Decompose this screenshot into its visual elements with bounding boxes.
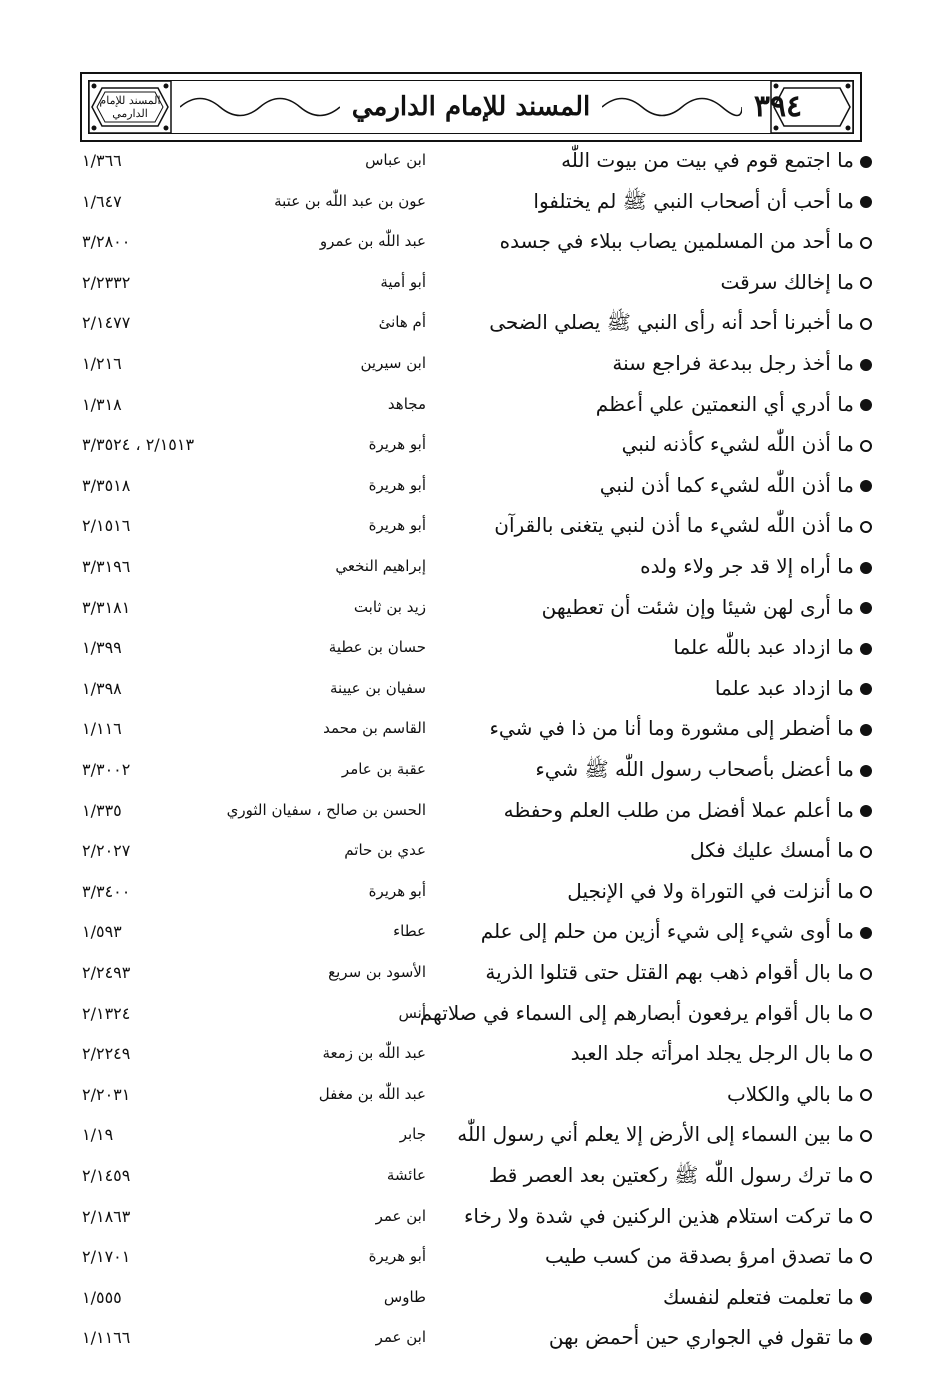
entry-text-label: ما أراه إلا قد جر ولاء ولده — [640, 554, 854, 578]
entry-narrator: أبو هريرة — [368, 516, 426, 535]
entry-narrator: عبد اللّٰه بن عمرو — [319, 232, 426, 251]
header-scroll-right-decoration — [602, 90, 742, 124]
entry-text — [442, 432, 872, 456]
entry-text-label: ما أخبرنا أحد أنه رأى النبي ﷺ يصلي الضحى — [489, 310, 854, 335]
entry-text — [442, 879, 872, 903]
entry-narrator: ابن عمر — [375, 1206, 426, 1225]
entry-narrator: أبو هريرة — [368, 435, 426, 454]
entry-text — [442, 148, 872, 172]
entry-text — [442, 676, 872, 700]
header-scroll-left-decoration — [180, 90, 340, 124]
index-entry — [0, 712, 936, 752]
bullet-icon — [860, 196, 872, 208]
entry-text-label: ما تعلمت فتعلم لنفسك — [662, 1284, 854, 1309]
emblem-text: المسند للإمام الدارمي — [99, 94, 161, 120]
entry-reference: ١/٣٩٩ — [82, 638, 122, 658]
page-header — [80, 72, 862, 142]
bullet-icon — [860, 1089, 872, 1101]
entry-text — [419, 1000, 872, 1025]
entry-text — [442, 1204, 872, 1228]
entry-reference: ١/١١٦ — [82, 719, 122, 739]
index-entry — [0, 1240, 936, 1280]
bullet-icon — [860, 318, 872, 330]
entry-narrator: عطاء — [393, 922, 426, 941]
bullet-icon — [860, 1130, 872, 1142]
entry-reference: ٣/٣١٩٦ — [82, 557, 131, 576]
entry-text — [442, 1122, 872, 1146]
entry-text-label: ما تصدق امرؤ بصدقة من كسب طيب — [544, 1244, 854, 1269]
entry-reference: ١/٦٤٧ — [82, 191, 122, 211]
index-entry — [0, 753, 936, 793]
entry-text-label: ما أخذ رجل ببدعة فراجع سنة — [612, 351, 854, 375]
entry-reference: ٢/١٨٦٣ — [82, 1206, 131, 1226]
bullet-icon — [860, 724, 872, 736]
entry-narrator: أبو هريرة — [368, 1247, 426, 1266]
index-entry — [0, 185, 936, 225]
index-entry — [0, 428, 936, 468]
entry-text — [442, 595, 872, 619]
entry-text-label: ما بين السماء إلى الأرض إلا يعلم أني رسول اللّٰه — [457, 1122, 854, 1147]
bullet-icon — [860, 156, 872, 168]
index-entry — [0, 794, 936, 834]
entry-text-label: ما بال أقوام ذهب بهم القتل حتى قتلوا الذرية — [485, 960, 854, 984]
entry-text-label: ما بال الرجل يجلد امرأته جلد العبد — [570, 1041, 854, 1066]
entry-reference: ٢/١٥١٣ ، ٣/٣٥٢٤ — [82, 435, 195, 455]
bullet-icon — [860, 683, 872, 695]
index-entry — [0, 225, 936, 265]
index-entry — [0, 1078, 936, 1118]
entry-narrator: ابن عباس — [365, 151, 426, 169]
entry-reference: ١/١٩ — [82, 1125, 114, 1145]
index-entry — [0, 347, 936, 387]
entry-narrator: الأسود بن سريع — [328, 963, 426, 981]
entry-narrator: زيد بن ثابت — [353, 597, 426, 616]
bullet-icon — [860, 521, 872, 533]
entry-narrator: الحسن بن صالح ، سفيان الثوري — [226, 800, 426, 819]
bullet-icon — [860, 1292, 872, 1304]
entry-reference: ٢/٢٠٣١ — [82, 1084, 131, 1104]
index-entry — [0, 631, 936, 671]
entry-reference: ٢/١٤٥٩ — [82, 1166, 131, 1185]
bullet-icon — [860, 968, 872, 980]
entry-narrator: عبد اللّٰه بن زمعة — [322, 1044, 426, 1063]
bullet-icon — [860, 399, 872, 411]
entry-text — [442, 1244, 872, 1268]
entry-text-label: ما إخالك سرقت — [720, 269, 854, 294]
index-entry — [0, 1281, 936, 1321]
entry-text — [442, 960, 872, 984]
bullet-icon — [860, 765, 872, 777]
entry-text-label: ما أرى لهن شيئا وإن شئت أن تعطيهن — [541, 594, 854, 619]
entry-text-label: ما أحد من المسلمين يصاب ببلاء في جسده — [499, 229, 854, 254]
entry-text — [442, 1285, 872, 1309]
entry-text — [442, 270, 872, 294]
bullet-icon — [860, 602, 872, 614]
bullet-icon — [860, 886, 872, 898]
bullet-icon — [860, 480, 872, 492]
bullet-icon — [860, 805, 872, 817]
entry-narrator: عقبة بن عامر — [341, 760, 426, 778]
entry-reference: ٢/٢٢٤٩ — [82, 1044, 131, 1064]
entry-text — [442, 1325, 872, 1349]
entry-text-label: ما أذن اللّٰه لشيء ما أذن لنبي يتغنى بالقرآن — [494, 513, 854, 538]
entry-text — [442, 1082, 872, 1106]
index-entry — [0, 509, 936, 549]
entry-text-label: ما اجتمع قوم في بيت من بيوت اللّٰه — [561, 148, 854, 172]
bullet-icon — [860, 1008, 872, 1020]
entry-narrator: عبد اللّٰه بن مغفل — [318, 1084, 426, 1103]
page-number: ٣٩٤ — [753, 89, 803, 124]
index-entry — [0, 469, 936, 509]
index-entry — [0, 306, 936, 346]
entry-text — [442, 310, 872, 339]
index-entry — [0, 1037, 936, 1077]
entry-text — [442, 229, 872, 253]
entry-text-label: ما أمسك عليك فكل — [689, 838, 854, 863]
entry-reference: ٢/٢٠٢٧ — [82, 841, 131, 861]
entry-reference: ٣/٣٥١٨ — [82, 475, 131, 495]
index-entry — [0, 591, 936, 631]
index-entry — [0, 550, 936, 590]
entry-text-label: ما ازداد عبد علما — [714, 675, 854, 700]
entry-text-label: ما أعضل بأصحاب رسول اللّٰه ﷺ شيء — [535, 757, 854, 781]
entry-reference: ١/٣١٨ — [82, 394, 122, 414]
entry-text-label: ما ازداد عبد باللّٰه علما — [673, 635, 854, 660]
entry-reference: ٣/٣١٨١ — [82, 597, 131, 617]
entry-text-label: ما ترك رسول اللّٰه ﷺ ركعتين بعد العصر قط — [488, 1163, 854, 1187]
entry-narrator: أبو هريرة — [368, 881, 426, 900]
entry-narrator: مجاهد — [387, 394, 426, 413]
entry-text — [442, 1163, 872, 1192]
entry-text — [442, 1041, 872, 1065]
index-entry — [0, 144, 936, 184]
entry-text — [442, 513, 872, 537]
entry-text-label: ما أحب أن أصحاب النبي ﷺ لم يختلفوا — [533, 188, 854, 213]
entry-text — [442, 554, 872, 578]
entry-text-label: ما بالي والكلاب — [726, 1081, 854, 1106]
entry-narrator: حسان بن عطية — [328, 638, 426, 657]
entry-reference: ١/٣٦٦ — [82, 151, 122, 170]
entry-reference: ٣/٢٨٠٠ — [82, 232, 131, 252]
entry-reference: ٢/١٥١٦ — [82, 516, 131, 536]
entry-reference: ١/٢١٦ — [82, 354, 122, 373]
index-entry — [0, 388, 936, 428]
entry-text — [442, 798, 872, 822]
entry-narrator: أبو أمية — [380, 272, 426, 291]
bullet-icon — [860, 562, 872, 574]
entry-reference: ٢/١٣٢٤ — [82, 1003, 131, 1023]
entry-reference: ١/٣٩٨ — [82, 678, 122, 698]
bullet-icon — [860, 1211, 872, 1223]
entry-narrator: ابن عمر — [375, 1328, 426, 1347]
entry-text — [442, 635, 872, 659]
entry-text — [442, 189, 872, 218]
index-entry — [0, 1118, 936, 1158]
entry-narrator: أم هانئ — [378, 313, 426, 332]
entry-text-label: ما أذن اللّٰه لشيء كأذنه لنبي — [621, 432, 854, 457]
entry-text-label: ما بال أقوام يرفعون أبصارهم إلى السماء في صلاتهم — [419, 1000, 854, 1025]
entry-text-label: ما أوى شيء إلى شيء أزين من حلم إلى علم — [480, 919, 854, 944]
index-entry — [0, 1321, 936, 1361]
entry-text — [442, 473, 872, 497]
bullet-icon — [860, 1171, 872, 1183]
entry-reference: ١/٣٣٥ — [82, 800, 122, 820]
entry-text-label: ما أدري أي النعمتين علي أعظم — [595, 391, 854, 416]
bullet-icon — [860, 359, 872, 371]
index-entry — [0, 1159, 936, 1199]
index-entry — [0, 1200, 936, 1240]
bullet-icon — [860, 846, 872, 858]
bullet-icon — [860, 1333, 872, 1345]
bullet-icon — [860, 277, 872, 289]
index-entry — [0, 915, 936, 955]
entry-narrator: عون بن عبد اللّٰه بن عتبة — [274, 191, 426, 210]
index-entry — [0, 956, 936, 996]
entry-text-label: ما تركت استلام هذين الركنين في شدة ولا رخاء — [464, 1203, 854, 1228]
index-entry — [0, 997, 936, 1037]
index-entry — [0, 266, 936, 306]
entry-reference: ٢/١٧٠١ — [82, 1247, 131, 1267]
bullet-icon — [860, 1049, 872, 1061]
entry-reference: ٢/٢٤٩٣ — [82, 963, 131, 982]
entry-text — [442, 757, 872, 786]
entry-text — [442, 919, 872, 943]
index-entry — [0, 875, 936, 915]
bullet-icon — [860, 1252, 872, 1264]
entry-narrator: سفيان بن عيينة — [330, 678, 426, 697]
entry-reference: ٢/١٤٧٧ — [82, 313, 131, 333]
entry-text — [442, 392, 872, 416]
entry-text-label: ما أنزلت في التوراة ولا في الإنجيل — [567, 878, 854, 903]
entry-text-label: ما أضطر إلى مشورة وما أنا من ذا في شيء — [489, 716, 854, 741]
entry-narrator: طاوس — [383, 1287, 426, 1306]
entry-reference: ١/٥٩٣ — [82, 922, 122, 942]
entry-text — [442, 351, 872, 375]
bullet-icon — [860, 927, 872, 939]
bullet-icon — [860, 440, 872, 452]
entry-text-label: ما أذن اللّٰه لشيء كما أذن لنبي — [599, 472, 854, 497]
entry-narrator: أبو هريرة — [368, 475, 426, 494]
index-entry — [0, 672, 936, 712]
entry-narrator: جابر — [399, 1125, 426, 1144]
entry-narrator: عدي بن حاتم — [344, 841, 426, 860]
entry-reference: ١/٥٥٥ — [82, 1287, 122, 1307]
book-title: المسند للإمام الدارمي — [351, 92, 591, 122]
bullet-icon — [860, 237, 872, 249]
entry-reference: ٢/٢٣٣٢ — [82, 272, 131, 292]
entry-text-label: ما أعلم عملا أفضل من طلب العلم وحفظه — [503, 797, 854, 822]
entry-narrator: أنس — [398, 1003, 426, 1022]
entry-narrator: عائشة — [386, 1166, 426, 1184]
entry-text — [442, 716, 872, 740]
index-entry — [0, 834, 936, 874]
entry-reference: ٣/٣٠٠٢ — [82, 760, 131, 779]
entry-narrator: القاسم بن محمد — [323, 719, 426, 738]
entry-text-label: ما تقول في الجواري حين أحمض بهن — [548, 1325, 854, 1350]
bullet-icon — [860, 643, 872, 655]
entry-text — [442, 838, 872, 862]
entry-narrator: إبراهيم النخعي — [335, 557, 426, 575]
entry-narrator: ابن سيرين — [360, 354, 426, 372]
entry-reference: ١/١١٦٦ — [82, 1328, 131, 1348]
entry-reference: ٣/٣٤٠٠ — [82, 881, 131, 901]
